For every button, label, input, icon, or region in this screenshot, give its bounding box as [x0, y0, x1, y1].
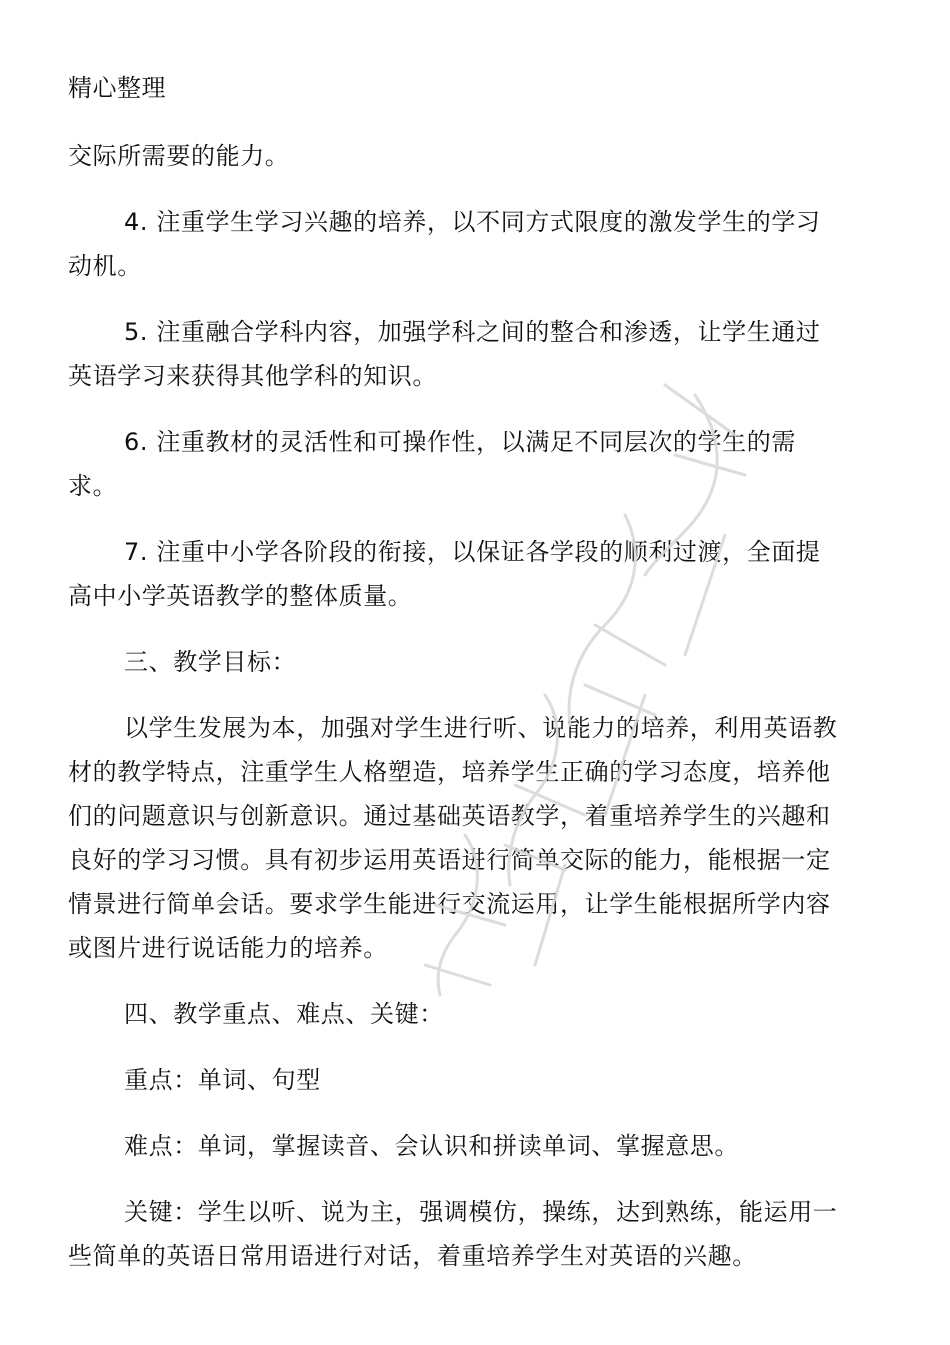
paragraph-keys: 关键：学生以听、说为主，强调模仿，操练，达到熟练，能运用一些简单的英语日常用语进行对话，着重培养学生对英语的兴趣。	[68, 1198, 838, 1270]
list-item-6: 6. 注重教材的灵活性和可操作性，以满足不同层次的学生的需求。	[68, 428, 796, 500]
list-item-5: 5. 注重融合学科内容，加强学科之间的整合和渗透，让学生通过英语学习来获得其他学科的知识。	[68, 318, 821, 390]
list-item-4: 4. 注重学生学习兴趣的培养，以不同方式限度的激发学生的学习动机。	[68, 208, 821, 280]
section-heading-goals: 三、教学目标：	[124, 648, 297, 676]
section-heading-key-points: 四、教学重点、难点、关键：	[124, 1000, 444, 1028]
page-header: 精心整理	[68, 74, 166, 102]
paragraph-difficulties: 难点：单词，掌握读音、会认识和拼读单词、掌握意思。	[124, 1132, 739, 1160]
paragraph-key-points: 重点：单词、句型	[124, 1066, 321, 1094]
document-body	[68, 134, 838, 1300]
paragraph-continuation: 交际所需要的能力。	[68, 142, 290, 170]
paragraph-goals: 以学生发展为本，加强对学生进行听、说能力的培养，利用英语教材的教学特点，注重学生人格塑造，培养学生正确的学习态度，培养他们的问题意识与创新意识。通过基础英语教学，着重培养学生的兴趣和良好的学习习惯。具有初步运用英语进行简单交际的能力，能根据一定情景进行简单会话。要求学生能进行交流运用，让学生能根据所学内容或图片进行说话能力的培养。	[68, 714, 838, 962]
list-item-7: 7. 注重中小学各阶段的衔接，以保证各学段的顺利过渡，全面提高中小学英语教学的整体质量。	[68, 538, 821, 610]
